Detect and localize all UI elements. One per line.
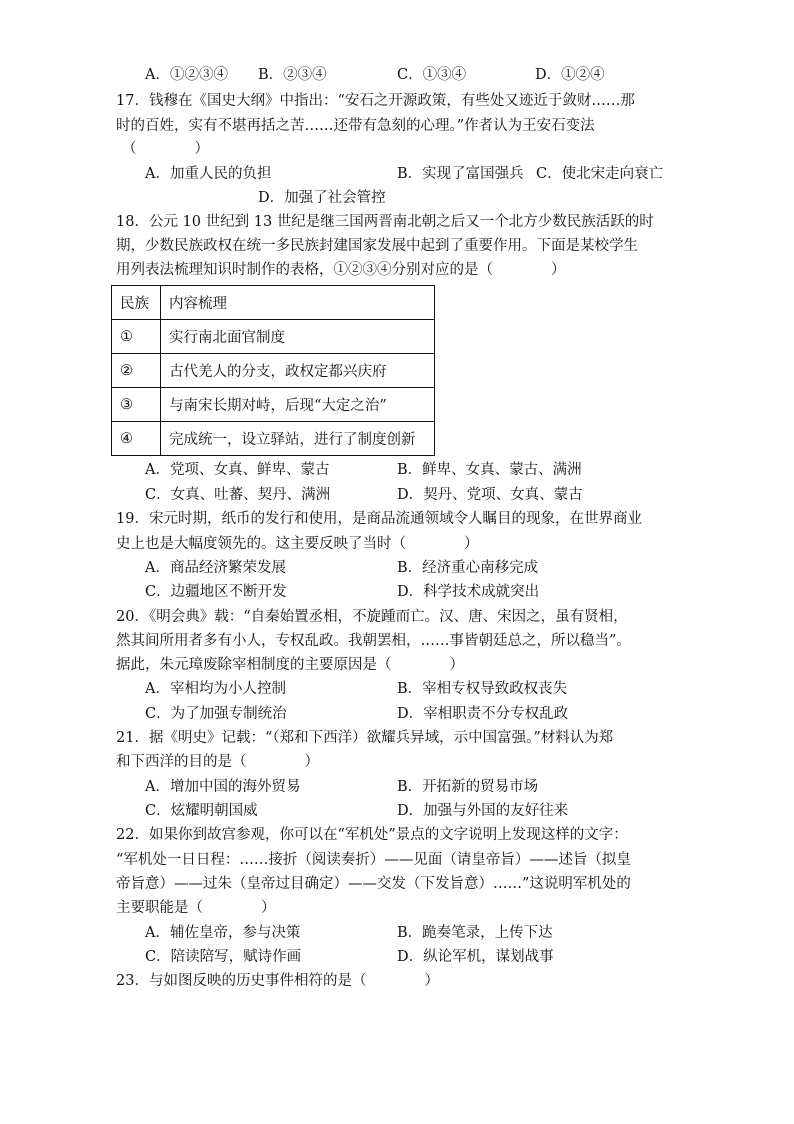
question-21-text: 21．据《明史》记载：“（郑和下西洋）欲耀兵异域，示中国富强。”材料认为郑 [116, 730, 614, 746]
option-a[interactable]: A．增加中国的海外贸易 [145, 779, 301, 795]
option-d[interactable]: D．①②④ [535, 67, 605, 83]
option-b[interactable]: B．宰相专权导致政权丧失 [397, 681, 568, 697]
table-row [112, 354, 435, 388]
option-b[interactable]: B．鲜卑、女真、蒙古、满洲 [397, 462, 582, 478]
question-22-text: 22．如果你到故宫参观，你可以在“军机处”景点的文字说明上发现这样的文字： [116, 827, 628, 843]
option-c[interactable]: C．使北宋走向衰亡 [536, 166, 664, 182]
option-a[interactable]: A．商品经济繁荣发展 [145, 560, 286, 576]
option-c[interactable]: C．①③④ [397, 67, 467, 83]
question-19-text: 19．宋元时期，纸币的发行和使用，是商品流通领域令人瞩目的现象，在世界商业 [116, 511, 642, 527]
question-23-text: 23．与如图反映的历史事件相符的是（ ） [116, 973, 439, 989]
question-17-text: 17．钱穆在《国史大纲》中指出：“安石之开源政策，有些处又迹近于敛财……那 [116, 93, 635, 109]
option-b[interactable]: B．开拓新的贸易市场 [397, 779, 539, 795]
answer-blank: （ ） [122, 141, 209, 157]
question-22-text: 主要职能是（ ） [116, 900, 276, 916]
question-20-text: 20．《明会典》载：“自秦始置丞相，不旋踵而亡。汉、唐、宋因之，虽有贤相， [116, 609, 628, 625]
question-19-text: 史上也是大幅度领先的。这主要反映了当时（ ） [116, 536, 479, 552]
question-18-text: 期，少数民族政权在统一多民族封建国家发展中起到了重要作用。下面是某校学生 [116, 238, 638, 254]
option-d[interactable]: D．契丹、党项、女真、蒙古 [397, 487, 583, 503]
table-header: 民族 [112, 286, 161, 320]
question-22-text: “军机处一日日程：……接折（阅读奏折）——见面（请皇帝旨）——述旨（拟皇 [116, 852, 631, 868]
table-cell: 古代羌人的分支，政权定都兴庆府 [161, 354, 435, 388]
table-row [112, 320, 435, 354]
table-row [112, 388, 435, 422]
question-18-text: 18．公元 10 世纪到 13 世纪是继三国两晋南北朝之后又一个北方少数民族活跃的时 [116, 214, 654, 230]
table-cell: ③ [112, 388, 161, 422]
option-c[interactable]: C．炫耀明朝国威 [145, 803, 258, 819]
option-a[interactable]: A．党项、女真、鲜卑、蒙古 [145, 462, 330, 478]
question-20-text: 然其间所用者多有小人，专权乱政。我朝罢相，……事皆朝廷总之，所以稳当”。 [116, 633, 631, 649]
option-c[interactable]: C．为了加强专制统治 [145, 706, 287, 722]
question-22-text: 帝旨意）——过朱（皇帝过目确定）——交发（下发旨意）……”这说明军机处的 [116, 876, 631, 892]
option-a[interactable]: A．宰相均为小人控制 [145, 681, 286, 697]
table-cell: 实行南北面官制度 [161, 320, 435, 354]
table-header: 内容梳理 [161, 286, 435, 320]
option-b[interactable]: B．经济重心南移完成 [397, 560, 539, 576]
option-b[interactable]: B．实现了富国强兵 [397, 166, 524, 182]
question-20-text: 据此，朱元璋废除宰相制度的主要原因是（ ） [116, 657, 464, 673]
question-18-text: 用列表法梳理知识时制作的表格，①②③④分别对应的是（ ） [116, 262, 566, 278]
option-d[interactable]: D．加强与外国的友好往来 [397, 803, 569, 819]
option-b[interactable]: B．②③④ [258, 67, 327, 83]
option-a[interactable]: A．①②③④ [145, 67, 228, 83]
table-cell: ② [112, 354, 161, 388]
option-c[interactable]: C．女真、吐蕃、契丹、满洲 [145, 487, 331, 503]
option-d[interactable]: D．宰相职责不分专权乱政 [397, 706, 569, 722]
option-d[interactable]: D．纵论军机，谋划战事 [397, 949, 554, 965]
table-header-row [112, 286, 435, 320]
table-cell: 与南宋长期对峙，后现“大定之治” [161, 388, 435, 422]
question-17-text: 时的百姓，实有不堪再括之苦……还带有急刻的心理。”作者认为王安石变法 [116, 118, 595, 134]
table-cell: ① [112, 320, 161, 354]
option-c[interactable]: C．边疆地区不断开发 [145, 584, 287, 600]
option-d[interactable]: D．科学技术成就突出 [397, 584, 540, 600]
table-row [112, 422, 435, 456]
option-a[interactable]: A．辅佐皇帝，参与决策 [145, 925, 301, 941]
option-c[interactable]: C．陪读陪写，赋诗作画 [145, 949, 302, 965]
table-cell: ④ [112, 422, 161, 456]
ethnic-groups-table [111, 285, 435, 456]
question-21-text: 和下西洋的目的是（ ） [116, 754, 319, 770]
option-d[interactable]: D．加强了社会管控 [258, 190, 386, 206]
option-a[interactable]: A．加重人民的负担 [145, 166, 272, 182]
option-b[interactable]: B．跪奏笔录，上传下达 [397, 925, 553, 941]
table-cell: 完成统一，设立驿站，进行了制度创新 [161, 422, 435, 456]
